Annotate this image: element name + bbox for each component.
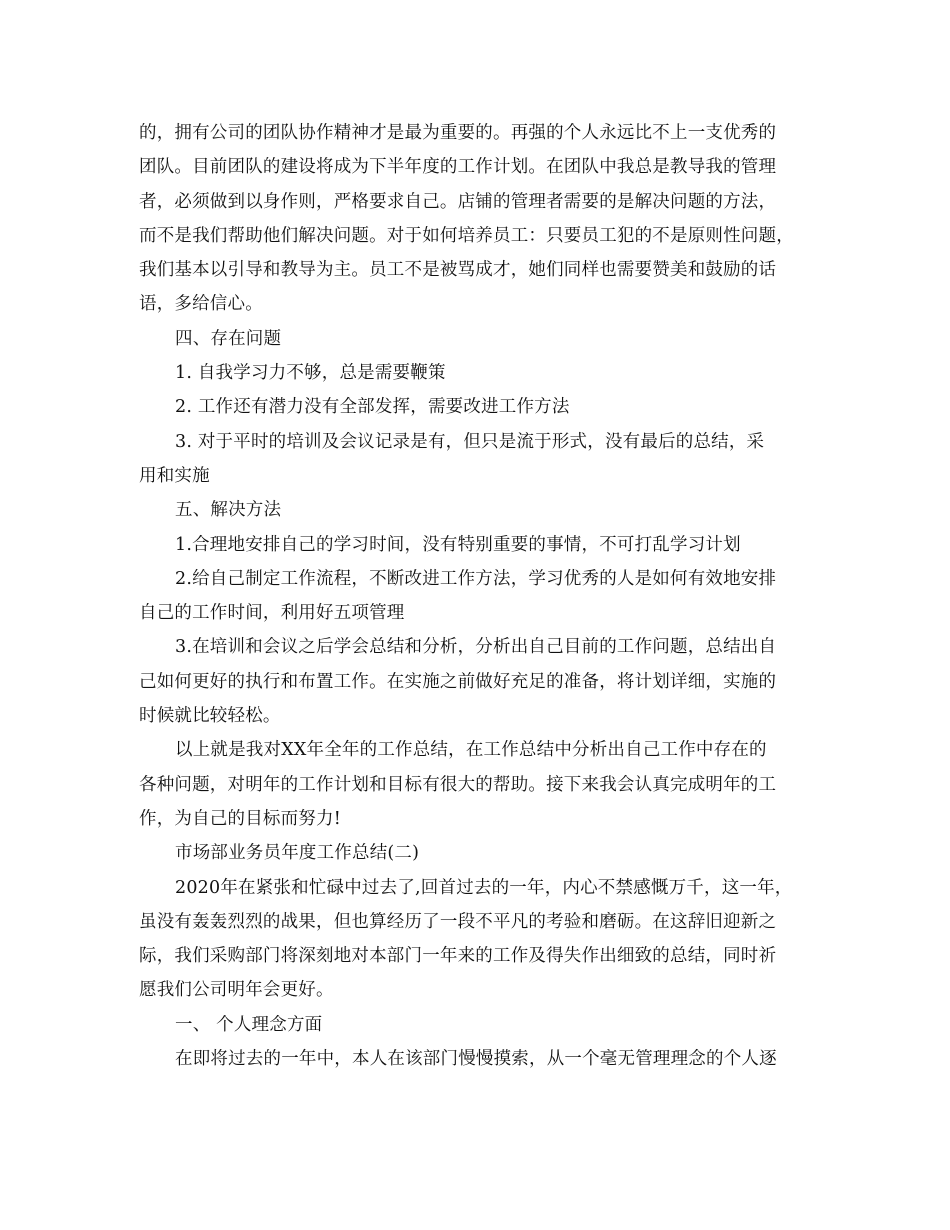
text-line: 虽没有轰轰烈烈的战果，但也算经历了一段不平凡的考验和磨砺。在这辞旧迎新之 [139,911,777,932]
text-line: 语，多给信心。 [139,294,263,315]
text-line: 五、解决方法 [175,500,282,521]
text-line: 而不是我们帮助他们解决问题。对于如何培养员工：只要员工犯的不是原则性问题， [139,225,794,246]
text-line: 1. 自我学习力不够，总是需要鞭策 [175,363,446,384]
text-line: 1.合理地安排自己的学习时间，没有特别重要的事情，不可打乱学习计划 [175,534,741,555]
text-line: 3. 对于平时的培训及会议记录是有，但只是流于形式，没有最后的总结，采 [175,431,765,452]
text-line: 愿我们公司明年会更好。 [139,980,334,1001]
text-line: 我们基本以引导和教导为主。员工不是被骂成才，她们同样也需要赞美和鼓励的话 [139,260,777,281]
text-line: 市场部业务员年度工作总结(二) [175,843,420,864]
text-line: 3.在培训和会议之后学会总结和分析，分析出自己目前的工作问题，总结出自 [175,637,777,658]
text-line: 的，拥有公司的团队协作精神才是最为重要的。再强的个人永远比不上一支优秀的 [139,123,777,143]
text-line: 2020年在紧张和忙碌中过去了,回首过去的一年，内心不禁感慨万千，这一年， [175,877,793,898]
text-line: 用和实施 [139,465,210,486]
text-line: 作，为自己的目标而努力! [139,808,341,829]
document-body [139,116,829,1076]
text-line: 四、存在问题 [175,328,282,349]
text-line: 时候就比较轻松。 [139,706,281,727]
text-line: 己如何更好的执行和布置工作。在实施之前做好充足的准备，将计划详细，实施的 [139,671,777,692]
text-line: 以上就是我对XX年全年的工作总结，在工作总结中分析出自己工作中存在的 [175,740,767,761]
text-line: 自己的工作时间，利用好五项管理 [139,603,405,624]
text-line: 一、 个人理念方面 [175,1014,323,1035]
text-line: 各种问题，对明年的工作计划和目标有很大的帮助。接下来我会认真完成明年的工 [139,774,777,795]
text-line: 团队。目前团队的建设将成为下半年度的工作计划。在团队中我总是教导我的管理 [139,157,777,178]
text-line: 际，我们采购部门将深刻地对本部门一年来的工作及得失作出细致的总结，同时祈 [139,946,777,967]
text-line: 2.给自己制定工作流程，不断改进工作方法，学习优秀的人是如何有效地安排 [175,568,777,589]
text-line: 者，必须做到以身作则，严格要求自己。店铺的管理者需要的是解决问题的方法， [139,191,777,212]
text-line: 在即将过去的一年中，本人在该部门慢慢摸索，从一个毫无管理理念的个人逐 [175,1049,777,1070]
text-line: 2. 工作还有潜力没有全部发挥，需要改进工作方法 [175,397,570,418]
